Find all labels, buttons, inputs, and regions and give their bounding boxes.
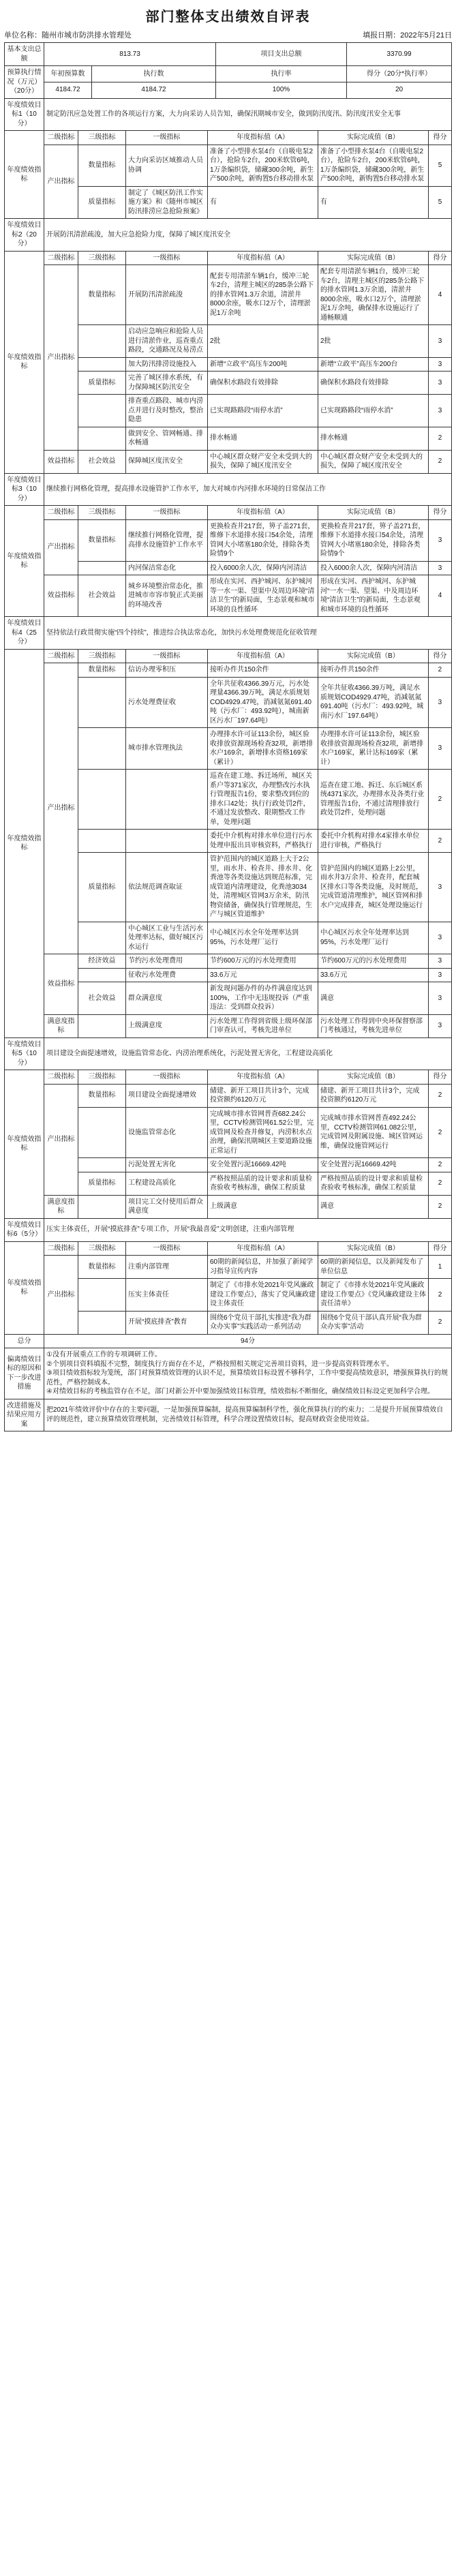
goals-container [4, 98, 452, 1335]
level1-indicator: 年度绩效指标 [5, 131, 44, 219]
level3-indicator [78, 728, 126, 770]
indicator-name: 加大防汛排涝设施投入 [126, 357, 208, 372]
actual-value: 委托中介机构对排水4家排水单位进行审核，严格执行 [318, 830, 428, 853]
goal-table [4, 473, 452, 618]
header-actual: 实际完成值（B） [318, 649, 428, 663]
level2-indicator: 效益指标 [44, 450, 78, 473]
indicator-row [5, 954, 452, 969]
indicator-name: 污泥处置无害化 [126, 1158, 208, 1172]
indicator-name: 城乡环境整治常态化，推进城市市容市貌正式美丽的环境改善 [126, 575, 208, 617]
target-value: 新增“立政平”高压车200吨 [208, 357, 318, 372]
header-actual: 实际完成值（B） [318, 506, 429, 520]
actual-value: 有 [318, 186, 428, 219]
header-l3: 三级指标 [78, 131, 126, 145]
level3-indicator: 社会效益 [78, 450, 126, 473]
indicator-name: 保障城区度汛安全 [126, 450, 208, 473]
val-exec: 4184.72 [92, 82, 216, 98]
actual-value: 排水畅通 [318, 427, 428, 450]
score-value: 3 [429, 561, 452, 575]
indicator-name [126, 830, 208, 853]
score-value: 2 [428, 1172, 451, 1195]
level3-indicator: 质量指标 [78, 372, 126, 395]
score-value: 4 [429, 575, 452, 617]
budget-summary-table [4, 42, 452, 99]
actual-value: 配套专用清淤车辆1台，缓冲三轮车2台，清理主城区的285条公路下的排水管网1.3万余道，清淤井8000余座，吸水口2万个，清理淤泥1万余吨，确保排水设施运行了通畅顺通 [318, 265, 428, 325]
indicator-row [5, 1014, 452, 1037]
actual-value: 确保积水路段有效排除 [318, 372, 428, 395]
goal-label: 年度绩效目标6（5分） [5, 1218, 44, 1241]
target-value: 完成城市排水管网普查682.24公里，CCTV检测管网61.52公里，完成管网及检查井修复，内涝积水点治理，确保汛期城区主要道路设施正常运行 [208, 1107, 318, 1158]
score-value: 3 [428, 357, 451, 372]
target-value: 配套专用清淤车辆1台，缓冲三轮车2台，清理主城区的285条公路下的排水管网1.3万余道，清淤井8000余座，吸水口2万个，清理淤泥1万余吨 [208, 265, 318, 325]
score-value: 2 [428, 1311, 451, 1334]
val-budget: 4184.72 [44, 82, 92, 98]
header-l3: 三级指标 [78, 649, 126, 663]
goal-table [4, 616, 452, 1038]
target-value: 制定了《市排水处2021年党风廉政建设工作要点》，落实了党风廉政建设主体责任 [208, 1279, 318, 1312]
level3-indicator: 质量指标 [78, 853, 126, 922]
dept-basic-label: 基本支出总额 [5, 43, 44, 66]
target-value: 33.6万元 [208, 968, 318, 982]
actual-value: 完成城市排水管网普查492.24公里，CCTV检测管网61.082公里，完成管网及附属设施、城区管网运维，确保设施管网运行 [318, 1107, 428, 1158]
indicator-name: 上级满意度 [126, 1014, 208, 1037]
score-value: 5 [428, 145, 451, 186]
unit-name: 单位名称：随州市城市防洪排水管理处 [4, 31, 132, 40]
goal-table [4, 98, 452, 219]
score-value: 5 [428, 186, 451, 219]
indicator-row [5, 663, 452, 678]
header-actual: 实际完成值（B） [318, 1241, 428, 1256]
actual-value: 形成在实河、西护城河、东护城河“一水一渠、望渠、中及周边环境“清洁卫生”的新局面，生态景观和城市环境的良性循环 [318, 575, 429, 617]
score-value: 1 [428, 1256, 451, 1279]
target-value: 排水畅通 [208, 427, 318, 450]
actual-value: 巡查在建工地、拆迁、东后城区系统4371家次，办理排水及各类行业管理报告1份，不通过清理排放行政处罚2件，处理问题 [318, 770, 428, 830]
target-value: 全年共征收4366.39万元，污水处理量4366.39万吨，满足水质规划COD4929.47吨，消减氨氮691.40吨（污水厂：493.92吨），城南新区污水厂197.64吨） [208, 677, 318, 728]
target-value: 中心城区污水全年处理率达到95%，污水处理厂运行 [208, 922, 318, 954]
header-l2: 二级指标 [44, 251, 78, 265]
level3-indicator: 经济效益 [78, 954, 126, 969]
level2-indicator: 产出指标 [44, 1256, 78, 1335]
header-name: 一级指标 [126, 1070, 208, 1085]
goal-text: 制定防汛应急处置工作的各项运行方案，大力向采访人员告知，确保汛期城市安全，做到防汛度汛、防汛度汛安全无事 [44, 98, 452, 131]
level3-indicator: 数量指标 [78, 145, 126, 186]
actual-value: 污水处理工作得到中央环保督察部门考核通过，考核先进单位 [318, 1014, 428, 1037]
actual-value: 满意 [318, 982, 428, 1015]
header-target: 年度指标值（A） [208, 1070, 318, 1085]
target-value: 接听办件共150余件 [208, 663, 318, 678]
actual-value: 围绕6个党员干部认真开展“我为群众办实事”活动 [318, 1311, 428, 1334]
level3-indicator [78, 1107, 126, 1158]
level3-indicator [78, 561, 126, 575]
level2-indicator: 产出指标 [44, 265, 78, 451]
footer-table [4, 1334, 452, 1432]
target-value: 已实现路路段“雨停水消” [208, 395, 318, 427]
indicator-name [126, 770, 208, 830]
level3-indicator: 社会效益 [78, 575, 126, 617]
target-value: 准备了小型排水泵4台（自吸电泵2台），抢险车2台，200米软管6吨，1万条编织袋，储藏300余吨，新生产500余吨，新购置5台移动排水泵 [208, 145, 318, 186]
target-value: 节约600万元的污水处理费用 [208, 954, 318, 969]
goal-table [4, 1218, 452, 1335]
actual-value: 中心城区污水全年处理率达到95%，污水处理厂运行 [318, 922, 428, 954]
indicator-name: 完善了城区排水系统，有力保障城区防汛安全 [126, 372, 208, 395]
level2-indicator: 满意度指标 [44, 1014, 78, 1037]
fill-date: 填报日期：2022年5月21日 [363, 31, 452, 40]
level2-indicator: 效益指标 [44, 954, 78, 1015]
deduction-line: ①没有开展重点工作的专项调研工作。 [46, 1351, 162, 1359]
header-score: 得分 [428, 1241, 451, 1256]
indicator-name: 继续推行网格化管理，提高排水设施管护工作水平 [126, 519, 208, 561]
actual-value: 更换检查井217套，箅子盖271套，维修下水道排水接口54余处，清理管网大小堵塞180余处，排除各类险情9个 [318, 519, 429, 561]
actual-value: 安全处置污泥16669.42吨 [318, 1158, 428, 1172]
indicator-row [5, 519, 452, 561]
target-value: 委托中介机构对排水单位进行污水处理申报出具审核资料，严格执行 [208, 830, 318, 853]
indicator-row [5, 450, 452, 473]
indicator-name: 征收污水处理费 [126, 968, 208, 982]
funds-label: 预算执行情况（万元）（20分） [5, 66, 44, 99]
val-score: 20 [347, 82, 452, 98]
target-value: 2批 [208, 325, 318, 358]
target-value: 更换检查井217套，箅子盖271套，维修下水道排水接口54余处，清理管网大小堵塞180余处，排除各类险情9个 [208, 519, 318, 561]
indicator-name: 大力向采访区域推动人员协调 [126, 145, 208, 186]
indicator-name: 项目建设全面提速增效 [126, 1084, 208, 1107]
header-l2: 二级指标 [44, 131, 78, 145]
score-value: 3 [428, 677, 451, 728]
val-rate: 100% [216, 82, 347, 98]
level3-indicator [78, 1311, 126, 1334]
actual-value: 投入6000余人次，保障内河清洁 [318, 561, 429, 575]
level3-indicator [78, 1195, 126, 1218]
level3-indicator [78, 1279, 126, 1312]
target-value: 安全处置污泥16669.42吨 [208, 1158, 318, 1172]
indicator-name: 群众满意度 [126, 982, 208, 1015]
indicator-name: 内河保洁常态化 [126, 561, 208, 575]
score-value: 2 [428, 1195, 451, 1218]
header-name: 一级指标 [126, 649, 208, 663]
actual-value: 33.6万元 [318, 968, 428, 982]
deduction-line: ②个别项目资料填报不完整，制度执行方面存在不足，严格按照相关规定完善项目资料，进一步提高资料管理水平。 [46, 1360, 393, 1368]
level3-indicator [78, 922, 126, 954]
indicator-name: 污水处理费征收 [126, 677, 208, 728]
target-value: 60期的新闻信息，并加强了新闻学习指导宣传内容 [208, 1256, 318, 1279]
target-value: 投入6000余人次，保障内河清洁 [208, 561, 318, 575]
level3-indicator: 质量指标 [78, 1172, 126, 1195]
actual-value: 2批 [318, 325, 428, 358]
actual-value: 满意 [318, 1195, 428, 1218]
actual-value: 准备了小型排水泵4台（自吸电泵2台），抢险车2台，200米软管6吨，1万条编织袋，储藏300余吨，新生产500余吨，新购置5台移动排水泵 [318, 145, 428, 186]
header-actual: 实际完成值（B） [318, 1070, 428, 1085]
level3-indicator: 数量指标 [78, 265, 126, 325]
header-l3: 三级指标 [78, 1241, 126, 1256]
actual-value: 储建、新开工项目共计3个，完成投资额约6120万元 [318, 1084, 428, 1107]
col-score: 得分（20分*执行率） [347, 66, 452, 82]
header-target: 年度指标值（A） [208, 131, 318, 145]
level3-indicator [78, 357, 126, 372]
level3-indicator: 质量指标 [78, 186, 126, 219]
score-value: 2 [428, 830, 451, 853]
target-value: 储建、新开工项目共计3个，完成投资额约6120万元 [208, 1084, 318, 1107]
indicator-name: 设施监管常态化 [126, 1107, 208, 1158]
target-value: 巡查在建工地、拆迁场所，城区关系户等371家次，办理整改污水执行管理报告1份，要求整改到位的排水口42处；执行行政处罚2件，不通过发放整改、限期整改工作单，处理问题 [208, 770, 318, 830]
target-value: 上级满意 [208, 1195, 318, 1218]
goal-text: 坚持依法行政贯彻实施“四个持续”，推进综合执法常态化，加快污水处理费规范化征收管理 [44, 617, 452, 650]
level3-indicator [78, 427, 126, 450]
level2-indicator: 产出指标 [44, 519, 78, 575]
header-l3: 三级指标 [78, 1070, 126, 1085]
actual-value: 60期的新闻信息，以及新闻发布了单位信息 [318, 1256, 428, 1279]
score-value: 3 [429, 519, 452, 561]
goal-table [4, 218, 452, 474]
header-score: 得分 [429, 506, 452, 520]
level1-indicator: 年度绩效指标 [5, 1070, 44, 1219]
header-score: 得分 [428, 649, 451, 663]
target-value: 有 [208, 186, 318, 219]
deduction-line: ④对绩效目标的考核监管存在不足，部门对新公开中要加强绩效目标管理，绩效指标不断细化，确保绩效目标设定更加科学合理。 [46, 1388, 434, 1395]
deduction-text [44, 1348, 452, 1399]
col-rate: 执行率 [216, 66, 347, 82]
indicator-name: 启动应急响应和抢险人员进行清淤作业，巡查重点路段，交通路况及易涝点 [126, 325, 208, 358]
actual-value: 中心城区群众财产安全未受到大的损失，保障了城区度汛安全 [318, 450, 428, 473]
meta-row [4, 29, 452, 40]
header-name: 一级指标 [126, 251, 208, 265]
target-value: 办理排水许可证113余份，城区验收排放资源现场检查32项，新增排水户169余，新增排水资格169家（累计） [208, 728, 318, 770]
level2-indicator: 产出指标 [44, 1084, 78, 1195]
goal-label: 年度绩效目标3（10分） [5, 473, 44, 506]
target-value: 污水处理工作得到省级上级环保部门审查认可，考核先进单位 [208, 1014, 318, 1037]
target-value: 严格按照品质的设计要求和质量检查验收考核标准，确保工程质量 [208, 1172, 318, 1195]
level3-indicator: 数量指标 [78, 519, 126, 561]
header-score: 得分 [428, 251, 451, 265]
level1-indicator: 年度绩效指标 [5, 649, 44, 1037]
score-value: 3 [428, 982, 451, 1015]
indicator-name: 依法规范调查取证 [126, 853, 208, 922]
header-target: 年度指标值（A） [208, 1241, 318, 1256]
indicator-row [5, 1195, 452, 1218]
indicator-name: 项目完工交付使用后群众满意度 [126, 1195, 208, 1218]
score-value: 4 [428, 265, 451, 325]
header-name: 一级指标 [126, 131, 208, 145]
header-target: 年度指标值（A） [208, 506, 318, 520]
score-value: 3 [428, 728, 451, 770]
col-budget: 年初预算数 [44, 66, 92, 82]
score-value: 2 [428, 1279, 451, 1312]
level3-indicator [78, 395, 126, 427]
deduction-line: ③项目绩效指标较为笼统，部门对预算绩效管理的认识不足，预算绩效目标设置不够科学，工作中要提高绩效意识，增强预算执行的规范性，严格控制成本。 [46, 1369, 448, 1387]
score-value: 2 [428, 450, 451, 473]
actual-value: 制定了《市排水处2021年党风廉政建设工作要点》《党风廉政建设主体责任清单》 [318, 1279, 428, 1312]
level3-indicator [78, 325, 126, 358]
header-l3: 三级指标 [78, 506, 126, 520]
header-l2: 二级指标 [44, 649, 78, 663]
target-value: 形成在实河、西护城河、东护城河等一水一渠、望渠中及周边环境“清洁卫生”的新局面，生态景观和城市环境的良性循环 [208, 575, 318, 617]
score-value: 3 [428, 853, 451, 922]
target-value: 新发现问题办件的办件满意度达到100%，工作中无违规投诉（严重违法：受到群众投诉） [208, 982, 318, 1015]
level3-indicator [78, 1014, 126, 1037]
header-l2: 二级指标 [44, 1241, 78, 1256]
score-value: 2 [428, 1158, 451, 1172]
indicator-name: 开展防汛清淤疏浚 [126, 265, 208, 325]
level3-indicator: 数量指标 [78, 1084, 126, 1107]
indicator-name: 排查重点路段、城市内涝点并进行及时整改，整治隐患 [126, 395, 208, 427]
indicator-name: 城市排水管理执法 [126, 728, 208, 770]
level2-indicator: 产出指标 [44, 663, 78, 954]
header-actual: 实际完成值（B） [318, 131, 428, 145]
header-target: 年度指标值（A） [208, 251, 318, 265]
score-value: 2 [428, 1107, 451, 1158]
level3-indicator [78, 677, 126, 728]
total-label: 总分 [5, 1334, 44, 1348]
actual-value: 全年共征收4366.39万吨，满足水质规划COD4929.47吨，消减氨氮691.40吨（污水厂：493.92吨，城南污水厂197.64吨） [318, 677, 428, 728]
indicator-name: 工程建设高质化 [126, 1172, 208, 1195]
target-value: 确保积水路段有效排除 [208, 372, 318, 395]
actual-value: 新增“立政平”高压车200台 [318, 357, 428, 372]
goal-table [4, 1037, 452, 1219]
level3-indicator [78, 770, 126, 830]
header-l2: 二级指标 [44, 1070, 78, 1085]
score-value: 3 [428, 395, 451, 427]
score-value: 3 [428, 954, 451, 969]
score-value: 2 [428, 663, 451, 678]
header-l2: 二级指标 [44, 506, 78, 520]
score-value: 2 [428, 770, 451, 830]
goal-label: 年度绩效目标2（20分） [5, 219, 44, 252]
goal-text: 开展防汛清淤疏浚，加大应急抢险力度，保障了城区度汛安全 [44, 219, 452, 252]
indicator-row [5, 145, 452, 186]
header-target: 年度指标值（A） [208, 649, 318, 663]
level3-indicator: 数量指标 [78, 663, 126, 678]
actual-value: 办理排水许可证113余份，城区验收排放资源现场检查32项，新增排水户169家，累计达标169家（累计） [318, 728, 428, 770]
level1-indicator: 年度绩效指标 [5, 506, 44, 617]
level1-indicator: 年度绩效指标 [5, 251, 44, 473]
project-total-label: 项目支出总额 [216, 43, 347, 66]
score-value: 3 [428, 372, 451, 395]
goal-label: 年度绩效目标5（10分） [5, 1037, 44, 1070]
indicator-name: 压实主体责任 [126, 1279, 208, 1312]
indicator-name: 开展“摸底排查”教育 [126, 1311, 208, 1334]
score-value: 3 [428, 325, 451, 358]
improve-text: 把2021年绩效评价中存在的主要问题，一是加强预算编制，提高预算编制科学性，强化预算执行的约束力；二是提升开展预算绩效自评的规范性，建立预算绩效管理机制，完善绩效目标管理，科学合理设置绩效目标，提高财政资金使用效益。 [44, 1399, 452, 1431]
level3-indicator [78, 1158, 126, 1172]
score-value: 3 [428, 922, 451, 954]
dept-basic-value: 813.73 [44, 43, 216, 66]
indicator-row [5, 1256, 452, 1279]
score-value: 2 [428, 1084, 451, 1107]
goal-text: 压实主体责任，开展“摸底排查”专项工作，开展“我最喜爱”文明创建，注重内部管理 [44, 1218, 452, 1241]
indicator-row [5, 265, 452, 325]
goal-label: 年度绩效目标1（10分） [5, 98, 44, 131]
actual-value: 节约600万元的污水处理费用 [318, 954, 428, 969]
actual-value: 管护范围内的城区道路上2公里，雨水井3万余井、检查井，配套城区排水口等各类设施，及时规范，完成管道清理维护，城区管网和排水户完成排查，城区处理设施运行 [318, 853, 428, 922]
indicator-row [5, 575, 452, 617]
target-value: 围绕6个党员干部扎实推进“我为群众办实事”实践活动一系列活动 [208, 1311, 318, 1334]
header-actual: 实际完成值（B） [318, 251, 428, 265]
level1-indicator: 年度绩效指标 [5, 1241, 44, 1334]
level2-indicator: 效益指标 [44, 575, 78, 617]
indicator-name: 节约污水处理费用 [126, 954, 208, 969]
indicator-name: 注重内部管理 [126, 1256, 208, 1279]
header-l3: 三级指标 [78, 251, 126, 265]
actual-value: 严格按照品质的设计要求和质量检查验收考核标准，确保工程质量 [318, 1172, 428, 1195]
actual-value: 已实现路路段“雨停水消” [318, 395, 428, 427]
actual-value: 接听办件共150余件 [318, 663, 428, 678]
level3-indicator: 数量指标 [78, 1256, 126, 1279]
level3-indicator [78, 830, 126, 853]
indicator-row [5, 1084, 452, 1107]
indicator-name: 信访办理零积压 [126, 663, 208, 678]
col-exec: 执行数 [92, 66, 216, 82]
indicator-name: 做到安全、管网畅通、排水畅通 [126, 427, 208, 450]
score-value: 3 [428, 1014, 451, 1037]
deduction-label: 偏离绩效目标的原因和下一步改进措施 [5, 1348, 44, 1399]
goal-text: 项目建设全面提速增效，设施监管常态化、内涝治理系统化，污泥处置无害化，工程建设高质化 [44, 1037, 452, 1070]
header-name: 一级指标 [126, 506, 208, 520]
goal-text: 继续推行网格化管理，提高排水设施管护工作水平，加大对城市内河排水环境的日常保洁工作 [44, 473, 452, 506]
indicator-name: 中心城区工业与生活污水处理率达标，做好城区污水运行 [126, 922, 208, 954]
level2-indicator: 产出指标 [44, 145, 78, 219]
header-name: 一级指标 [126, 1241, 208, 1256]
goal-label: 年度绩效目标4（25分） [5, 617, 44, 650]
indicator-name: 制定了《城区防汛工作实施方案》和《随州市城区防汛排涝应急抢险预案》 [126, 186, 208, 219]
level3-indicator: 社会效益 [78, 982, 126, 1015]
score-value: 2 [428, 427, 451, 450]
level2-indicator: 满意度指标 [44, 1195, 78, 1218]
level3-indicator [78, 968, 126, 982]
header-score: 得分 [428, 1070, 451, 1085]
target-value: 管护范围内的城区道路上大于2公里，雨水井、检查井、排水井、化粪池等各类设施达到规范标准，完成管道内清理建设，化粪池3034处，清理城区管网3万余米，防汛物资储备，确保执行管理规范，生产与城区管道维护 [208, 853, 318, 922]
target-value: 中心城区群众财产安全未受到大的损失，保障了城区度汛安全 [208, 450, 318, 473]
total-value: 94分 [44, 1334, 452, 1348]
page-title: 部门整体支出绩效自评表 [145, 10, 311, 25]
header-score: 得分 [428, 131, 451, 145]
score-value: 3 [428, 968, 451, 982]
improve-label: 改进措施及结果应用方案 [5, 1399, 44, 1431]
project-total-value: 3370.99 [347, 43, 452, 66]
